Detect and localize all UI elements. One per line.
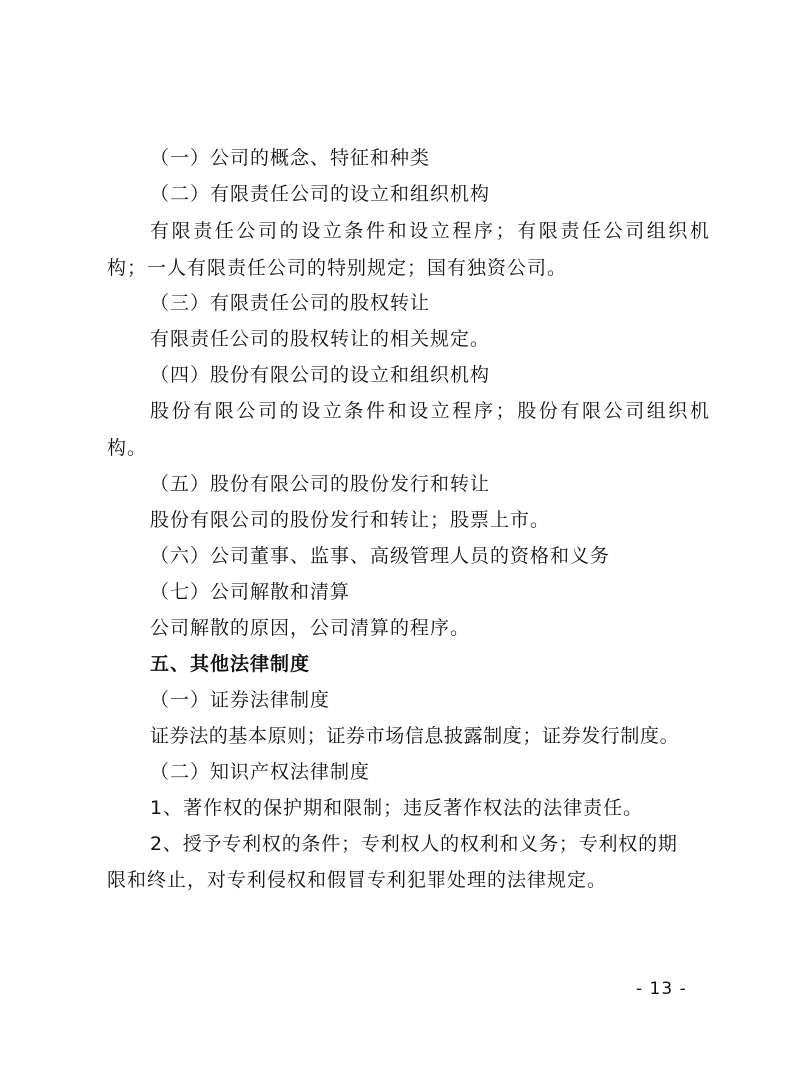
paragraph-share-issuance: 股份有限公司的股份发行和转让；股票上市。 <box>150 509 551 531</box>
paragraph-joint-stock-establishment-cont: 构。 <box>107 437 148 459</box>
paragraph-joint-stock-establishment: 股份有限公司的设立条件和设立程序；股份有限公司组织机 <box>150 400 712 422</box>
subheading-intellectual-property: （二）知识产权法律制度 <box>150 761 371 783</box>
paragraph-llc-equity-transfer: 有限责任公司的股权转让的相关规定。 <box>150 328 491 350</box>
subheading-share-issuance: （五）股份有限公司的股份发行和转让 <box>150 473 491 495</box>
subheading-company-concept: （一）公司的概念、特征和种类 <box>150 147 431 169</box>
subheading-llc-equity-transfer: （三）有限责任公司的股权转让 <box>150 292 431 314</box>
paragraph-llc-establishment-cont: 构；一人有限责任公司的特别规定；国有独资公司。 <box>107 257 568 279</box>
paragraph-dissolution-liquidation: 公司解散的原因，公司清算的程序。 <box>150 617 471 639</box>
subheading-llc-establishment: （二）有限责任公司的设立和组织机构 <box>150 183 491 205</box>
paragraph-patent: 2、授予专利权的条件；专利权人的权利和义务；专利权的期 <box>150 833 678 855</box>
section-heading-other-legal-systems: 五、其他法律制度 <box>150 653 311 675</box>
subheading-dissolution-liquidation: （七）公司解散和清算 <box>150 581 351 603</box>
subheading-director-qualifications: （六）公司董事、监事、高级管理人员的资格和义务 <box>150 545 611 567</box>
paragraph-llc-establishment: 有限责任公司的设立条件和设立程序；有限责任公司组织机 <box>150 220 712 242</box>
paragraph-copyright: 1、著作权的保护期和限制；违反著作权法的法律责任。 <box>150 797 644 819</box>
paragraph-securities-law: 证券法的基本原则；证券市场信息披露制度；证券发行制度。 <box>150 725 680 747</box>
subheading-joint-stock-establishment: （四）股份有限公司的设立和组织机构 <box>150 364 491 386</box>
page-number: - 13 - <box>636 979 687 999</box>
paragraph-patent-cont: 限和终止，对专利侵权和假冒专利犯罪处理的法律规定。 <box>107 869 608 891</box>
subheading-securities-law: （一）证券法律制度 <box>150 689 331 711</box>
